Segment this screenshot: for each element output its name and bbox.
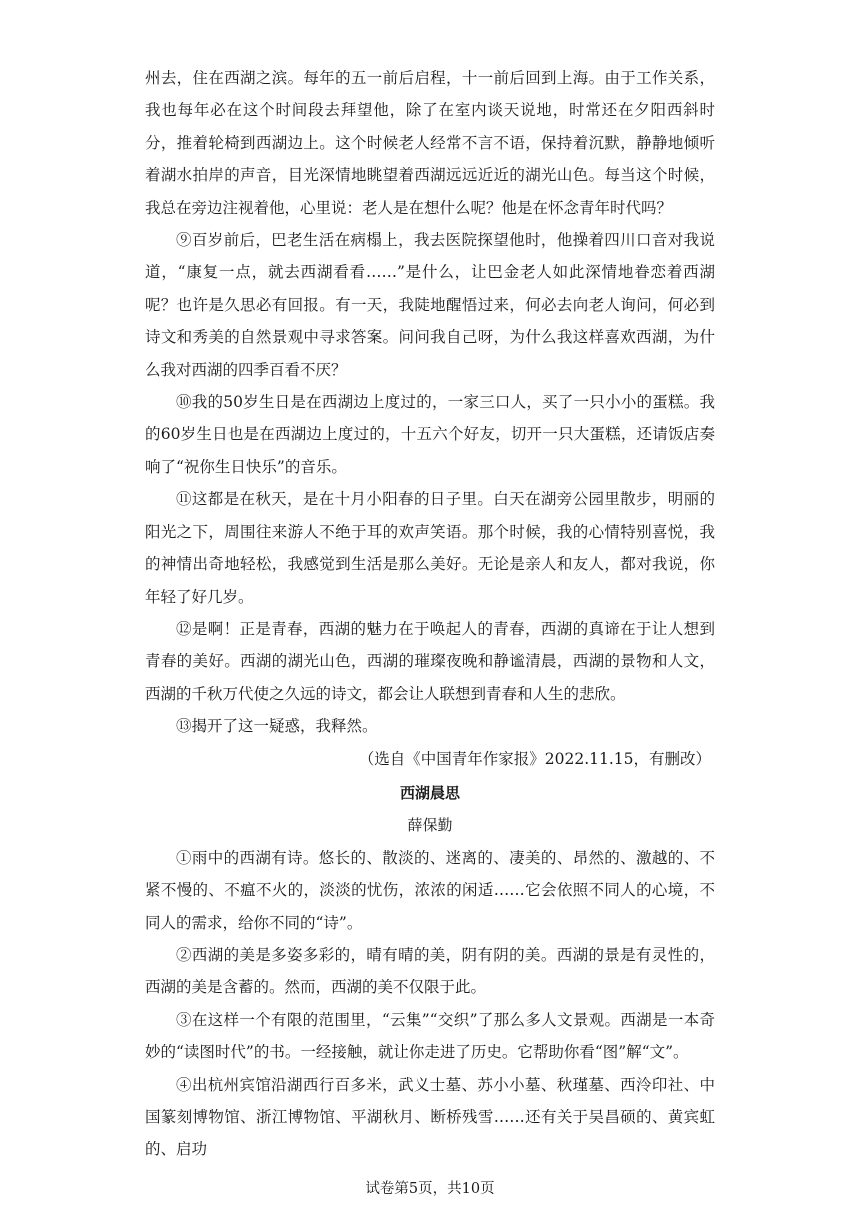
- page-content: [145, 62, 715, 1166]
- article-author: 薛保勤: [407, 816, 453, 835]
- page-footer: 试卷第5页，共10页: [365, 1181, 495, 1197]
- paragraph-11: ⑪这都是在秋天，是在十月小阳春的日子里。白天在湖旁公园里散步，明丽的阳光之下，周围往来游人不绝于耳的欢声笑语。那个时候，我的心情特别喜悦，我的神情出奇地轻松，我感觉到生活是那么美好。无论是亲人和友人，都对我说，你年轻了好几岁。: [145, 490, 715, 606]
- article2-paragraph-4: ④出杭州宾馆沿湖西行百多米，武义士墓、苏小小墓、秋瑾墓、西泠印社、中国篆刻博物馆、浙江博物馆、平湖秋月、断桥残雪……还有关于吴昌硕的、黄宾虹的、启功: [145, 1075, 715, 1159]
- paragraph-9: ⑨百岁前后，巴老生活在病榻上，我去医院探望他时，他操着四川口音对我说道，“康复一点，就去西湖看看……”是什么，让巴金老人如此深情地眷恋着西湖呢？也许是久思必有回报。有一天，我陡地醒悟过来，何必去向老人询问，何必到诗文和秀美的自然景观中寻求答案。问问我自己呀，为什么我这样喜欢西湖，为什么我对西湖的四季百看不厌？: [145, 231, 715, 379]
- paragraph-13: ⑬揭开了这一疑惑，我释然。: [176, 717, 378, 736]
- article2-paragraph-2: ②西湖的美是多姿多彩的，晴有晴的美，阴有阴的美。西湖的景是有灵性的，西湖的美是含蓄的。然而，西湖的美不仅限于此。: [145, 945, 715, 997]
- paragraph-8-continued: 州去，住在西湖之滨。每年的五一前后启程，十一前后回到上海。由于工作关系，我也每年必在这个时间段去拜望他，除了在室内谈天说地，时常还在夕阳西斜时分，推着轮椅到西湖边上。这个时候老人经常不言不语，保持着沉默，静静地倾听着湖水拍岸的声音，目光深情地眺望着西湖远远近近的湖光山色。每当这个时候，我总在旁边注视着他，心里说：老人是在想什么呢？他是在怀念青年时代吗？: [145, 69, 715, 217]
- article2-paragraph-3: ③在这样一个有限的范围里，“云集”“交织”了那么多人文景观。西湖是一本奇妙的“读图时代”的书。一经接触，就让你走进了历史。它帮助你看“图”解“文”。: [145, 1010, 715, 1062]
- source-citation: （选自《中国青年作家报》2022.11.15，有删改）: [358, 749, 711, 768]
- paragraph-10: ⑩我的50岁生日是在西湖边上度过的，一家三口人，买了一只小小的蛋糕。我的60岁生日也是在西湖边上度过的，十五六个好友，切开一只大蛋糕，还请饭店奏响了“祝你生日快乐”的音乐。: [145, 393, 715, 476]
- paragraph-12: ⑫是啊！正是青春，西湖的魅力在于唤起人的青春，西湖的真谛在于让人想到青春的美好。西湖的湖光山色，西湖的璀璨夜晚和静谧清晨，西湖的景物和人文，西湖的千秋万代使之久远的诗文，都会让人联想到青春和人生的悲欣。: [145, 619, 715, 703]
- article-title: 西湖晨思: [399, 783, 460, 802]
- article2-paragraph-1: ①雨中的西湖有诗。悠长的、散淡的、迷离的、凄美的、昂然的、激越的、不紧不慢的、不瘟不火的，淡淡的忧伤，浓浓的闲适……它会依照不同人的心境，不同人的需求，给你不同的“诗”。: [145, 848, 715, 932]
